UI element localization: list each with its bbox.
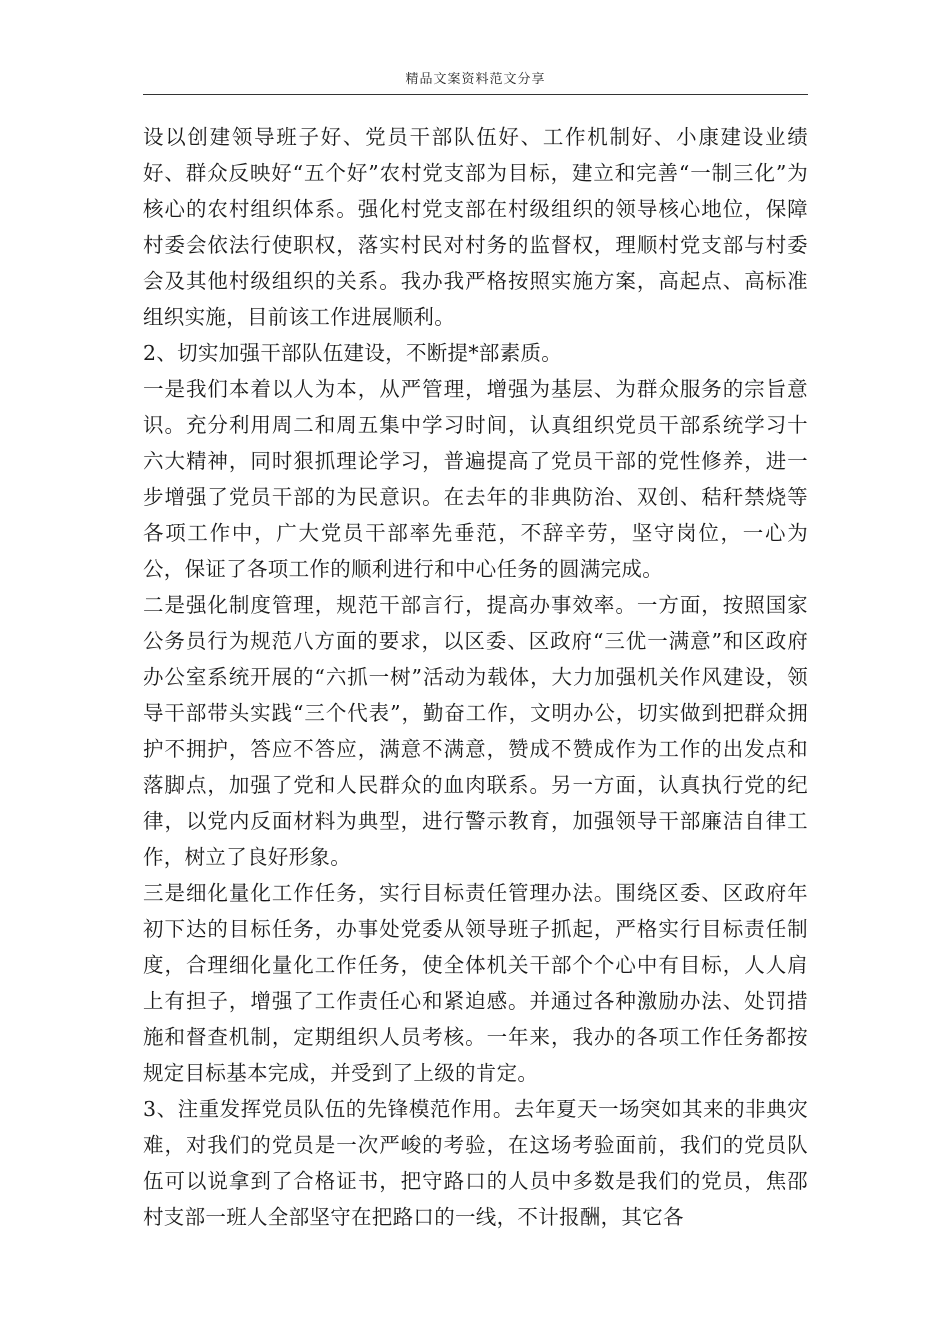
document-body <box>143 119 808 1235</box>
paragraph-1: 设以创建领导班子好、党员干部队伍好、工作机制好、小康建设业绩好、群众反映好“五个好”农村党支部为目标，建立和完善“一制三化”为核心的农村组织体系。强化村党支部在村级组织的领导核心地位，保障村委会依法行使职权，落实村民对村务的监督权，理顺村党支部与村委会及其他村级组织的关系。我办我严格按照实施方案，高起点、高标准组织实施，目前该工作进展顺利。 <box>143 125 808 329</box>
paragraph-3: 一是我们本着以人为本，从严管理，增强为基层、为群众服务的宗旨意识。充分利用周二和周五集中学习时间，认真组织党员干部系统学习十六大精神，同时狠抓理论学习，普遍提高了党员干部的党性修养，进一步增强了党员干部的为民意识。在去年的非典防治、双创、秸秆禁烧等各项工作中，广大党员干部率先垂范，不辞辛劳，坚守岗位，一心为公，保证了各项工作的顺利进行和中心任务的圆满完成。 <box>143 377 808 581</box>
paragraph-4: 二是强化制度管理，规范干部言行，提高办事效率。一方面，按照国家公务员行为规范八方面的要求，以区委、区政府“三优一满意”和区政府办公室系统开展的“六抓一树”活动为载体，大力加强机关作风建设，领导干部带头实践“三个代表”，勤奋工作，文明办公，切实做到把群众拥护不拥护，答应不答应，满意不满意，赞成不赞成作为工作的出发点和落脚点，加强了党和人民群众的血肉联系。另一方面，认真执行党的纪律，以党内反面材料为典型，进行警示教育，加强领导干部廉洁自律工作，树立了良好形象。 <box>143 593 808 869</box>
header-title: 精品文案资料范文分享 <box>405 72 546 87</box>
paragraph-5: 三是细化量化工作任务，实行目标责任管理办法。围绕区委、区政府年初下达的目标任务，办事处党委从领导班子抓起，严格实行目标责任制度，合理细化量化工作任务，使全体机关干部个个心中有目标，人人肩上有担子，增强了工作责任心和紧迫感。并通过各种激励办法、处罚措施和督查机制，定期组织人员考核。一年来，我办的各项工作任务都按规定目标基本完成，并受到了上级的肯定。 <box>143 881 808 1085</box>
page-header <box>143 68 808 95</box>
paragraph-6: 3、注重发挥党员队伍的先锋模范作用。去年夏天一场突如其来的非典灾难，对我们的党员是一次严峻的考验，在这场考验面前，我们的党员队伍可以说拿到了合格证书，把守路口的人员中多数是我们的党员，焦邵村支部一班人全部坚守在把路口的一线，不计报酬，其它各 <box>143 1097 808 1229</box>
paragraph-2-heading: 2、切实加强干部队伍建设，不断提*部素质。 <box>143 341 563 365</box>
